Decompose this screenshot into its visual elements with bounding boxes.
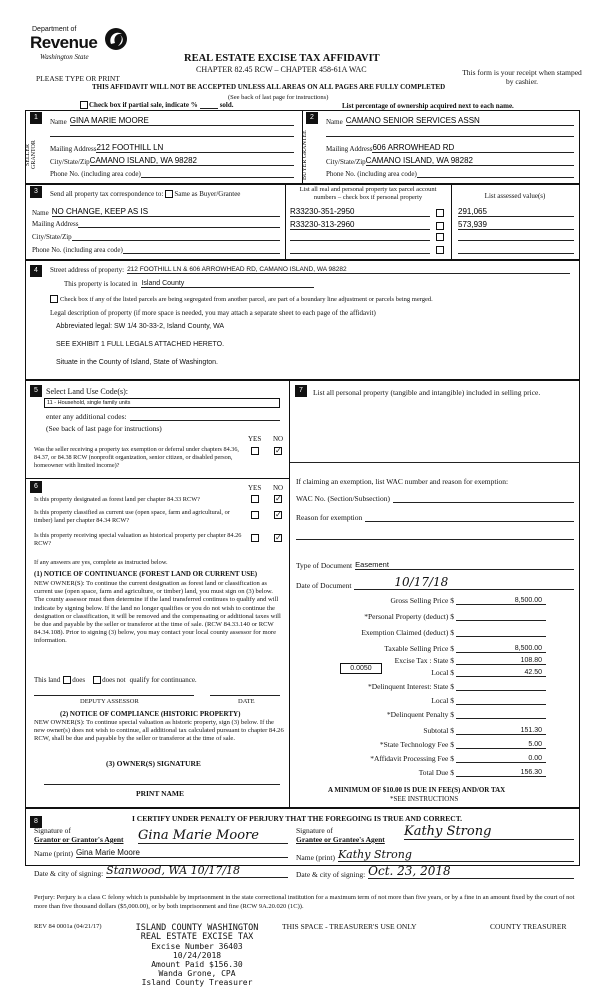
grantee-name-print-label: Name (print) xyxy=(296,853,335,862)
send-correspondence-label: Send all property tax correspondence to: xyxy=(50,190,164,198)
grantor-agent-label: Grantor or Grantor's Agent xyxy=(34,835,124,844)
calc-label: *Delinquent Penalty $ xyxy=(386,710,454,719)
current-use-no-checkbox[interactable]: ✓ xyxy=(275,510,282,519)
delinquent-interest-state-field[interactable] xyxy=(456,690,546,691)
logo-revenue: Revenue xyxy=(30,33,98,52)
corr-mailing-label: Mailing Address xyxy=(32,220,79,228)
delinquent-penalty-field[interactable] xyxy=(456,718,546,719)
historic-yes-checkbox[interactable] xyxy=(251,534,259,542)
grantee-signature[interactable]: Kathy Strong xyxy=(404,824,574,840)
parcel-header: List all real and personal property tax parcel account numbers – check box if personal property xyxy=(299,186,437,201)
segregated-label: Check box if any of the listed parcels are being segregated from another parcel, are part of a boundary line adjustment or parcels being merged. xyxy=(60,296,433,303)
exemption-claimed-field[interactable] xyxy=(456,636,546,637)
exemption-yes-checkbox[interactable] xyxy=(251,447,259,455)
grantee-agent-label: Grantee or Grantee's Agent xyxy=(296,835,385,844)
section-4-badge: 4 xyxy=(30,265,42,277)
corr-city-field[interactable] xyxy=(72,233,280,241)
stamp-line: Island County Treasurer xyxy=(141,978,253,987)
grantor-name-print-field[interactable]: Gina Marie Moore xyxy=(76,848,288,858)
legal-desc-line-3[interactable]: Situate in the County of Island, State of Washington. xyxy=(56,359,219,366)
doc-type-field[interactable]: Easement xyxy=(355,560,574,570)
corr-city-label: City/State/Zip xyxy=(32,233,72,241)
print-name-label: PRINT NAME xyxy=(136,789,184,798)
buyer-city-field[interactable]: CAMANO ISLAND, WA 98282 xyxy=(366,156,574,166)
section-7-badge: 7 xyxy=(295,385,307,397)
land-use-label: Select Land Use Code(s): xyxy=(46,387,128,396)
segregated-checkbox[interactable] xyxy=(50,295,58,303)
sec6-yes-header: YES xyxy=(248,484,262,492)
treasurer-space-label: THIS SPACE - TREASURER'S USE ONLY xyxy=(282,922,417,931)
chapter-line: CHAPTER 82.45 RCW – CHAPTER 458-61A WAC xyxy=(196,65,367,74)
wac-field[interactable] xyxy=(393,495,574,503)
historic-no-checkbox[interactable]: ✓ xyxy=(275,533,282,542)
claim-exemption-label: If claiming an exemption, list WAC number and reason for exemption: xyxy=(296,477,509,486)
minimum-due-note: A MINIMUM OF $10.00 IS DUE IN FEE(S) AND/OR TAX xyxy=(328,786,506,794)
current-use-yes-checkbox[interactable] xyxy=(251,511,259,519)
wac-label: WAC No. (Section/Subsection) xyxy=(296,494,390,503)
street-address-label: Street address of property: xyxy=(50,266,125,274)
excise-tax-state-field[interactable]: 108.80 xyxy=(456,657,546,665)
reason-field[interactable] xyxy=(365,514,574,522)
affidavit-processing-fee-field[interactable]: 0.00 xyxy=(456,755,546,763)
stamp-line: Amount Paid $156.30 xyxy=(151,960,243,969)
grantee-date-city-field[interactable]: Oct. 23, 2018 xyxy=(368,864,574,879)
sold-label: sold. xyxy=(219,101,234,109)
does-label: does xyxy=(72,676,86,684)
buyer-mailing-label: Mailing Address xyxy=(326,145,373,153)
seller-mailing-field[interactable]: 212 FOOTHILL LN xyxy=(96,143,294,153)
reason-label: Reason for exemption xyxy=(296,513,363,522)
same-as-buyer-checkbox[interactable] xyxy=(165,190,173,198)
street-address-field[interactable]: 212 FOOTHILL LN & 606 ARROWHEAD RD, CAMANO ISLAND, WA 98282 xyxy=(127,266,570,274)
gross-selling-price-field[interactable]: 8,500.00 xyxy=(456,597,546,605)
forest-yes-checkbox[interactable] xyxy=(251,495,259,503)
buyer-city-label: City/State/Zip xyxy=(326,158,366,166)
parcel-row xyxy=(290,246,574,254)
current-use-question: Is this property classified as current use (open space, farm and agricultural, or timber) land per chapter 84.34 RCW? xyxy=(34,509,230,524)
seller-mailing-label: Mailing Address xyxy=(50,145,97,153)
page-title: REAL ESTATE EXCISE TAX AFFIDAVIT xyxy=(184,53,380,64)
assessed-value-field[interactable]: 291,065 xyxy=(458,207,574,217)
forest-no-checkbox[interactable]: ✓ xyxy=(275,494,282,503)
grantee-date-city-label: Date & city of signing: xyxy=(296,870,366,879)
seller-phone-field[interactable] xyxy=(141,170,294,178)
forest-land-question: Is this property designated as forest land per chapter 84.33 RCW? xyxy=(34,496,200,503)
calc-label: Local $ xyxy=(431,668,454,677)
section-5-badge: 5 xyxy=(30,385,42,397)
does-checkbox[interactable] xyxy=(63,676,71,684)
exemption-no-checkbox[interactable]: ✓ xyxy=(275,446,282,455)
notice-continuance-text: NEW OWNER(S): To continue the current designation as forest land or classification as current use (open space, farm and agriculture, or timber) land, you must sign on (3) below. The county assessor must then determine if the land transferred continues to qualify and will indicate by signing below. If the land no longer qualifies or you do not wish to continue the designation or classification, it will be removed and the compensating or additional taxes will be due and payable by the seller or transferor at the time of sale. (RCW 84.33.140 or RCW 84.34.108). Prior to signing (3) below, you may contact your local county assessor for more information. xyxy=(34,580,281,645)
receipt-note: This form is your receipt when stamped by cashier. xyxy=(462,68,582,86)
calc-label: Local $ xyxy=(431,696,454,705)
same-as-buyer-label: Same as Buyer/Grantee xyxy=(174,190,241,198)
buyer-name-field[interactable]: CAMANO SENIOR SERVICES ASSN xyxy=(346,116,574,126)
perjury-notice: Perjury: Perjury is a class C felony which is punishable by imprisonment in the state correctional institution for a maximum term of not more than five years, or by a fine in an amount fixed by the court of not more than five thousand dollars ($5,000.00), or by both imprisonment and fine (RCW 9A.20.020 (1C)). xyxy=(34,894,575,910)
calc-label: *Personal Property (deduct) $ xyxy=(364,612,454,621)
qualify-label: qualify for continuance. xyxy=(129,676,197,684)
seller-name-label: Name xyxy=(50,118,67,126)
deputy-assessor-line[interactable] xyxy=(34,695,194,696)
corr-name-field[interactable]: NO CHANGE, KEEP AS IS xyxy=(52,207,280,217)
buyer-grantee-label: BUYER GRANTEE xyxy=(302,130,308,180)
stamp-line: Excise Number 36403 xyxy=(151,942,243,951)
notice-compliance-title: (2) NOTICE OF COMPLIANCE (HISTORIC PROPERTY) xyxy=(60,710,241,718)
partial-sale-label: Check box if partial sale, indicate % xyxy=(89,101,198,109)
personal-property-checkbox[interactable] xyxy=(436,233,444,241)
total-due-field[interactable]: 156.30 xyxy=(456,769,546,777)
parcel-number-field[interactable]: R33230-313-2960 xyxy=(290,220,430,230)
exemption-question: Was the seller receiving a property tax exemption or deferral under chapters 84.36, 84.37, or 84.38 RCW (nonprofit organization, senior citizen, or disabled person, homeowner with limited income)? xyxy=(34,446,239,469)
calc-label: Gross Selling Price $ xyxy=(390,596,454,605)
additional-codes-label: enter any additional codes: xyxy=(46,412,127,421)
located-in-field[interactable]: Island County xyxy=(141,280,314,288)
sec5-yes-header: YES xyxy=(248,435,262,443)
calc-label: Excise Tax : State $ xyxy=(394,656,454,665)
personal-property-checkbox[interactable] xyxy=(436,222,444,230)
grantor-sig-label-1: Signature of xyxy=(34,826,71,835)
sec5-no-header: NO xyxy=(273,435,284,443)
partial-sale-checkbox[interactable] xyxy=(80,101,88,109)
section-6-badge: 6 xyxy=(30,481,42,493)
section-8-badge: 8 xyxy=(30,816,42,828)
assessed-header: List assessed value(s) xyxy=(484,192,546,200)
doc-date-field[interactable]: 10/17/18 xyxy=(354,575,574,590)
owner-signature-label: (3) OWNER(S) SIGNATURE xyxy=(106,759,201,768)
legal-desc-line-2[interactable]: SEE EXHIBIT 1 FULL LEGALS ATTACHED HERETO. xyxy=(56,341,225,348)
logo-swirl-icon xyxy=(104,26,128,52)
parcel-number-field[interactable] xyxy=(290,233,430,241)
grantor-date-city-label: Date & city of signing: xyxy=(34,869,104,878)
stamp-line: Wanda Grone, CPA xyxy=(158,969,236,978)
logo-dept-line: Department of xyxy=(32,26,77,33)
state-technology-fee-field[interactable]: 5.00 xyxy=(456,741,546,749)
calc-label: Total Due $ xyxy=(418,768,454,777)
personal-property-checkbox[interactable] xyxy=(436,209,444,217)
corr-name-label: Name xyxy=(32,209,49,217)
deputy-assessor-label: DEPUTY ASSESSOR xyxy=(80,698,139,705)
notice-compliance-text: NEW OWNER(S): To continue special valuation as historic property, sign (3) below. If the new owner(s) does not wish to continue, all additional tax calculated pursuant to chapter 84.26 RCW, shall be due and payable by the seller or transferor at the time of sale. xyxy=(34,719,284,743)
calc-label: Exemption Claimed (deduct) $ xyxy=(361,628,454,637)
does-not-label: does not xyxy=(102,676,126,684)
please-type: PLEASE TYPE OR PRINT xyxy=(36,74,120,83)
grantee-name-print-field[interactable]: Kathy Strong xyxy=(338,848,574,862)
stamp-line: 10/24/2018 xyxy=(172,951,222,960)
calc-label: *Affidavit Processing Fee $ xyxy=(370,754,454,763)
treasurer-stamp xyxy=(112,924,282,987)
grantor-date-city-field[interactable]: Stanwood, WA 10/17/18 xyxy=(106,864,288,878)
excise-tax-local-field[interactable]: 42.50 xyxy=(456,669,546,677)
owner-signature-line[interactable] xyxy=(44,784,280,785)
not-accepted-note: THIS AFFIDAVIT WILL NOT BE ACCEPTED UNLESS ALL AREAS ON ALL PAGES ARE FULLY COMPLETED xyxy=(92,83,446,91)
calc-label: Subtotal $ xyxy=(423,726,454,735)
buyer-mailing-field[interactable]: 606 ARROWHEAD RD xyxy=(372,143,574,153)
corr-phone-label: Phone No. (including area code) xyxy=(32,246,123,254)
parcel-row xyxy=(290,233,574,241)
see-back-note: (See back of last page for instructions) xyxy=(228,94,329,101)
assessed-value-field[interactable] xyxy=(458,246,574,254)
land-use-see-back: (See back of last page for instructions) xyxy=(46,424,162,433)
additional-codes-field[interactable] xyxy=(130,413,280,421)
form-revision: REV 84 0001a (04/21/17) xyxy=(34,923,102,930)
calc-label: *State Technology Fee $ xyxy=(379,740,454,749)
doc-type-label: Type of Document xyxy=(296,561,353,570)
list-pct-note: List percentage of ownership acquired next to each name. xyxy=(342,102,514,110)
buyer-phone-field[interactable] xyxy=(417,170,574,178)
certify-statement: I CERTIFY UNDER PENALTY OF PERJURY THAT THE FOREGOING IS TRUE AND CORRECT. xyxy=(132,814,463,823)
buyer-phone-label: Phone No. (including area code) xyxy=(326,170,417,178)
seller-grantor-label: SELLER GRANTOR xyxy=(25,140,37,170)
corr-phone-field[interactable] xyxy=(123,246,280,254)
taxable-selling-price-field[interactable]: 8,500.00 xyxy=(456,645,546,653)
legal-desc-label: Legal description of property (if more space is needed, you may attach a separate sheet to each page of the affidavit) xyxy=(50,309,376,317)
sec6-no-header: NO xyxy=(273,484,284,492)
section-3-badge: 3 xyxy=(30,186,42,198)
county-treasurer-label: COUNTY TREASURER xyxy=(490,922,567,931)
parcel-number-field[interactable]: R33230-351-2950 xyxy=(290,207,430,217)
doc-date-label: Date of Document xyxy=(296,581,352,590)
calc-label: Taxable Selling Price $ xyxy=(384,644,454,653)
grantor-signature[interactable]: Gina Marie Moore xyxy=(138,828,288,844)
local-rate-field[interactable]: 0.0050 xyxy=(340,663,382,674)
parcel-row xyxy=(290,220,574,230)
assessor-date-label: DATE xyxy=(238,698,255,705)
dor-logo xyxy=(30,24,130,66)
parcel-number-field[interactable] xyxy=(290,246,430,254)
personal-property-label: List all personal property (tangible and intangible) included in selling price. xyxy=(313,388,541,397)
located-in-label: This property is located in xyxy=(64,280,138,288)
assessed-value-field[interactable]: 573,939 xyxy=(458,220,574,230)
section-1-badge: 1 xyxy=(30,112,42,124)
notice-continuance-title: (1) NOTICE OF CONTINUANCE (FOREST LAND OR CURRENT USE) xyxy=(34,570,258,578)
stamp-line: ISLAND COUNTY WASHINGTON xyxy=(135,923,259,933)
grantor-name-print-label: Name (print) xyxy=(34,849,73,858)
personal-property-deduct-field[interactable] xyxy=(456,620,546,621)
seller-city-label: City/State/Zip xyxy=(50,158,90,166)
land-use-select[interactable]: 11 - Household, single family units xyxy=(44,398,280,408)
legal-desc-line-1[interactable]: Abbreviated legal: SW 1/4 30-33-2, Island County, WA xyxy=(56,323,225,330)
partial-sale-pct-field[interactable] xyxy=(200,101,218,109)
if-yes-note: If any answers are yes, complete as instructed below. xyxy=(34,559,168,566)
parcel-row xyxy=(290,207,574,217)
assessor-date-line[interactable] xyxy=(210,695,280,696)
see-instructions-note: *SEE INSTRUCTIONS xyxy=(390,795,459,803)
personal-property-checkbox[interactable] xyxy=(436,246,444,254)
corr-mailing-field[interactable] xyxy=(78,220,280,228)
assessed-value-field[interactable] xyxy=(458,233,574,241)
subtotal-field[interactable]: 151.30 xyxy=(456,727,546,735)
section-2-badge: 2 xyxy=(306,112,318,124)
buyer-name-label: Name xyxy=(326,118,343,126)
seller-phone-label: Phone No. (including area code) xyxy=(50,170,141,178)
seller-name-field[interactable]: GINA MARIE MOORE xyxy=(70,116,294,126)
historic-question: Is this property receiving special valuation as historical property per chapter 84.26 RCW? xyxy=(34,532,242,547)
grantee-sig-label-1: Signature of xyxy=(296,826,333,835)
this-land-label: This land xyxy=(34,676,61,684)
does-not-checkbox[interactable] xyxy=(93,676,101,684)
logo-state: Washington State xyxy=(40,53,89,61)
stamp-line: REAL ESTATE EXCISE TAX xyxy=(140,932,254,942)
calc-label: *Delinquent Interest: State $ xyxy=(367,682,454,691)
delinquent-interest-local-field[interactable] xyxy=(456,704,546,705)
seller-city-field[interactable]: CAMANO ISLAND, WA 98282 xyxy=(90,156,294,166)
